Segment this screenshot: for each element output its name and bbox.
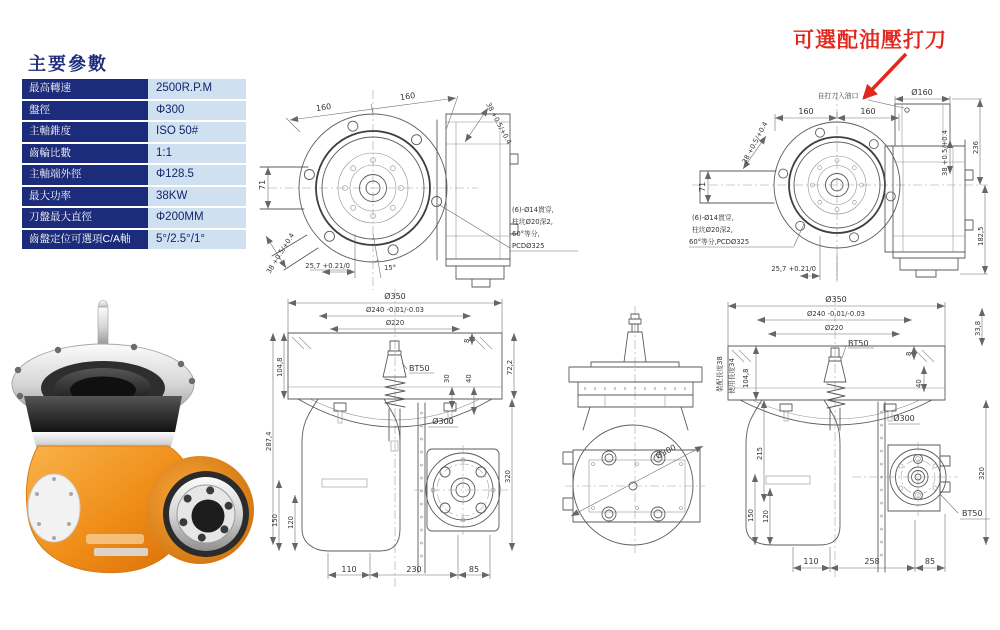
dim-287-4: 287,4 [265,431,273,451]
table-row [22,144,248,164]
dim-160-left: 160 [798,107,814,116]
clamp-rings [24,396,182,454]
left-dims [747,400,770,545]
param-label: 刀盤最大直徑 [22,208,148,228]
hole-note-4: PCDØ325 [512,242,545,250]
hole-note [689,213,804,247]
dim-25-7: 25,7 +0.21/0 [305,262,350,270]
bottom-dims [328,535,490,579]
dim-110: 110 [341,565,357,574]
bt50-top-text: BT50 [848,339,869,348]
dim-38-r: 38 +0.5/+0.4 [941,129,949,176]
dim-215: 215 [756,447,764,460]
dim-72-2: 72,2 [506,359,514,375]
dim-182-5: 182,5 [977,226,985,246]
dimension-236 [952,99,982,185]
table-row [22,79,248,99]
param-label: 主軸端外徑 [22,165,148,185]
dim-8: 8 [463,338,471,343]
product-photo [6,296,264,588]
bt50-toolholder [624,314,646,362]
dimension-320 [978,400,986,545]
dim-160-right: 160 [399,91,416,103]
hole-note-1: (6)-Ø14貫穿, [512,206,554,214]
dimension-dia160 [895,87,950,104]
body-bell [746,400,840,545]
dim-71: 71 [258,179,267,190]
dim-120: 120 [762,510,770,523]
dim-104-8: 104,8 [276,357,284,377]
dimension-71 [698,171,708,203]
dimension-320 [504,399,512,551]
dim-15: 15° [384,264,397,272]
dimension-dia300 [428,416,458,427]
dim-38-bl: 38 +0.5/+0.4 [264,231,297,276]
dimension-38-right [941,130,950,176]
dim-160-left: 160 [315,102,332,114]
dim-150: 150 [747,509,755,522]
dim-120: 120 [287,516,295,529]
table-row [22,122,248,142]
divider-band [878,402,885,572]
table-row [22,165,248,185]
param-value: 1:1 [148,144,246,164]
left-dims [265,333,295,551]
left-tab [260,167,318,270]
body-bell [302,399,400,551]
dim-30: 30 [443,374,451,383]
bt50-label [402,363,434,373]
dim-dia350: Ø350 [384,292,406,301]
dimension-38-bottom-left [265,232,296,275]
dim-8: 8 [905,351,913,356]
optional-hydraulic-note: 可選配油壓打刀 [793,29,947,52]
side-spindle [146,456,254,564]
drawing-section-view [262,283,524,600]
dim-dia220: Ø220 [385,319,405,327]
hole-note-1: (6)-Ø14貫穿, [692,214,734,222]
dim-dia300: Ø300 [893,414,915,423]
dim-85: 85 [468,565,480,574]
dim-dia220: Ø220 [824,324,844,332]
dimension-71 [258,167,268,209]
param-label: 齒輪比數 [22,144,148,164]
param-value: 38KW [148,187,246,207]
hole-note-3: 60°等分,PCDØ325 [689,238,750,246]
param-value: Φ200MM [148,208,246,228]
dim-dia300: Ø300 [432,417,454,426]
dimension-dia300 [888,413,920,424]
dim-258: 258 [864,557,880,566]
flange-stack [569,362,702,430]
param-value: Φ128.5 [148,165,246,185]
dim-320: 320 [978,467,986,480]
hole-note-3: 60°等分, [512,230,540,238]
dim-38-tr: 38 +0.5/+0.4 [484,101,513,146]
dim-104-8: 104,8 [742,368,750,388]
drawing-section-view-hydraulic [700,280,1000,602]
hole-note-2: 柱坑Ø20深2, [512,218,553,226]
dimension-25-7 [771,236,837,280]
bt50-label-top [842,339,874,358]
parameters-table [22,79,248,251]
dimension-160-160 [286,91,458,132]
param-value: 2500R.P.M [148,79,246,99]
dimension-38-left [741,120,770,169]
dim-40: 40 [465,374,473,383]
bt50-bottom-text: BT50 [962,509,983,518]
dim-33-8: 33,8 [974,320,982,336]
left-tab [700,171,776,203]
table-row [22,187,248,207]
dim-320: 320 [504,470,512,483]
left-length-labels [715,346,756,400]
drawing-front-view [260,84,582,296]
dim-38-l: 38 +0.5/+0.4 [740,120,770,165]
dimension-25-7 [305,234,355,278]
hole-note [438,204,578,251]
dim-dia160: Ø160 [911,88,933,97]
dimension-182-5 [960,185,988,274]
table-row [22,101,248,121]
left-cover-disc [28,474,80,542]
oil-port-label [818,91,904,108]
page-title: 主要參數 [28,54,108,74]
dim-dia350: Ø350 [825,295,847,304]
gearbox-side [885,140,973,277]
turret-disc [563,425,705,545]
gear-cover [414,445,510,535]
bt50-text: BT50 [409,364,430,373]
param-value: ISO 50# [148,122,246,142]
dimension-dia240 [757,310,912,320]
param-label: 盤徑 [22,101,148,121]
oil-port-text: 自打刀入油口 [817,92,859,100]
dim-dia240: Ø240 -0.01/-0.03 [366,306,424,314]
right-small-dims [905,346,924,392]
dim-160-right: 160 [860,107,876,116]
dim-71: 71 [698,181,707,192]
bt50-tool [383,341,406,451]
param-value: Φ300 [148,101,246,121]
centerlines [692,92,988,282]
dim-85: 85 [924,557,936,566]
dimension-dia300 [571,442,703,516]
side-spindle-face [852,442,958,516]
table-row [22,230,248,250]
table-row [22,208,248,228]
dimension-38-top-right [465,101,513,145]
param-label: 最高轉速 [22,79,148,99]
divider-band [418,403,425,573]
assembly-length-38: 裝配長度38 [716,356,724,392]
dim-25-7: 25,7 +0.21/0 [771,265,816,273]
param-label: 齒盤定位可選項C/A軸 [22,230,148,250]
param-value: 5°/2.5°/1° [148,230,246,250]
dim-230: 230 [406,565,422,574]
param-label: 主軸錐度 [22,122,148,142]
dim-40: 40 [915,379,923,388]
hole-note-2: 柱坑Ø20深2, [692,226,733,234]
bt50-label-bottom [940,494,990,519]
dim-236: 236 [972,141,980,154]
dim-dia300: Ø300 [654,442,678,461]
bottom-dims [793,514,945,572]
param-label: 最大功率 [22,187,148,207]
dim-150: 150 [271,514,279,527]
dim-110: 110 [803,557,819,566]
dimension-dia220 [768,324,900,334]
dim-dia240: Ø240 -0.01/-0.03 [807,310,865,318]
usable-length-34: 使用長度34 [728,358,736,394]
dimension-33-8 [974,308,982,346]
drawing-front-view-hydraulic [688,84,1000,290]
